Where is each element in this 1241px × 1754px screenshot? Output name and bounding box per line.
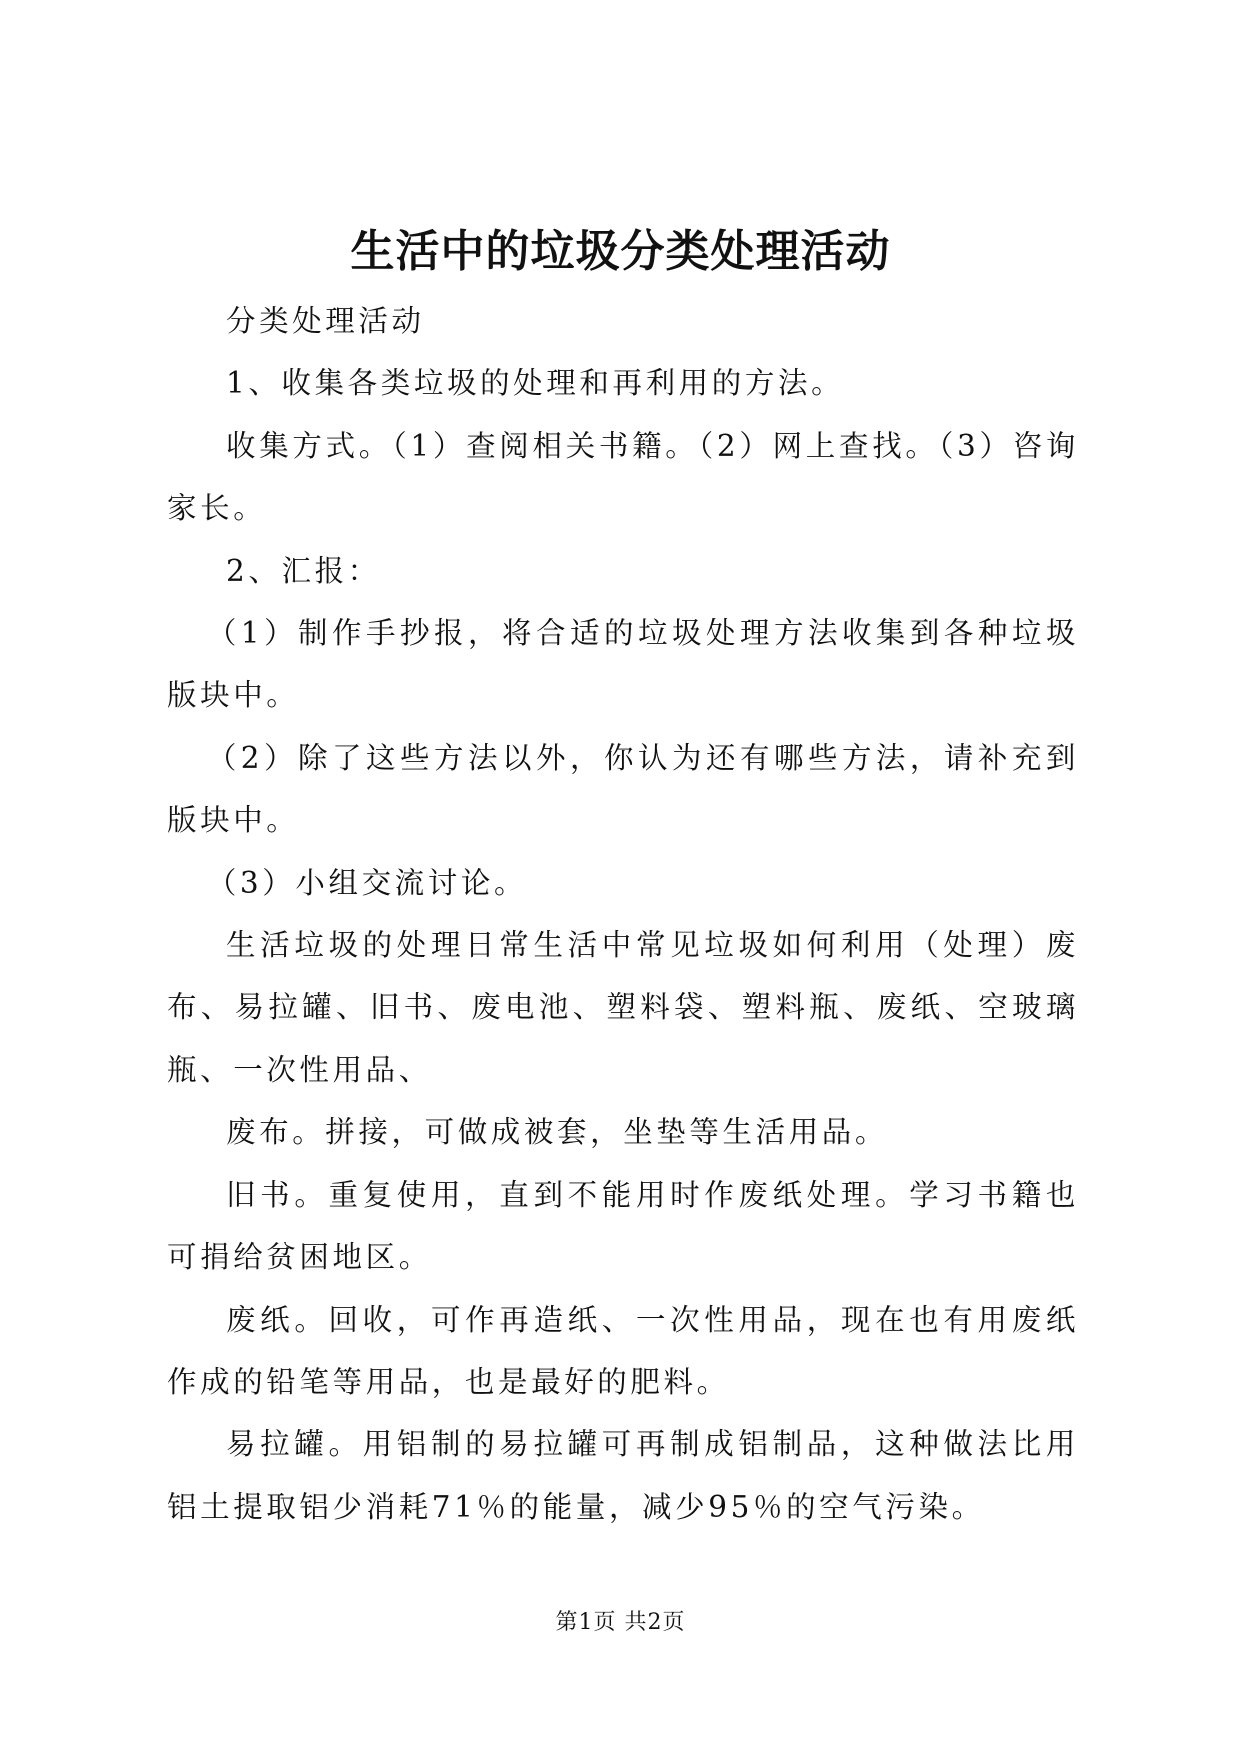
paragraph-heading: 分类处理活动 [226,304,425,338]
paragraph-report-3: （3）小组交流讨论。 [206,865,528,900]
document-title: 生活中的垃圾分类处理活动 [350,226,891,277]
paragraph-report-2: （2）除了这些方法以外，你认为还有哪些方法，请补充到版块中。 [167,740,1079,838]
paragraph-collection-methods: 收集方式。（1）查阅相关书籍。（2）网上查找。（3）咨询家长。 [167,428,1079,526]
document-body [167,290,1079,1538]
paragraph-step-1: 1、收集各类垃圾的处理和再利用的方法。 [226,366,845,401]
paragraph-report-1: （1）制作手抄报，将合适的垃圾处理方法收集到各种垃圾版块中。 [167,616,1079,713]
paragraph-old-books: 旧书。重复使用，直到不能用时作废纸处理。学习书籍也可捐给贫困地区。 [167,1177,1079,1275]
paragraph-household-waste: 生活垃圾的处理日常生活中常见垃圾如何利用（处理）废布、易拉罐、旧书、废电池、塑料袋、塑料瓶、废纸、空玻璃瓶、一次性用品、 [167,928,1079,1087]
paragraph-waste-cloth: 废布。拼接，可做成被套，坐垫等生活用品。 [226,1115,889,1150]
paragraph-waste-paper: 废纸。回收，可作再造纸、一次性用品，现在也有用废纸作成的铅笔等用品，也是最好的肥料。 [167,1302,1079,1399]
paragraph-cans: 易拉罐。用铝制的易拉罐可再制成铝制品，这种做法比用铝土提取铝少消耗71％的能量，减少95％的空气污染。 [167,1427,1079,1524]
paragraph-step-2: 2、汇报： [226,553,381,588]
page-footer: 第1页 共2页 [555,1610,686,1635]
